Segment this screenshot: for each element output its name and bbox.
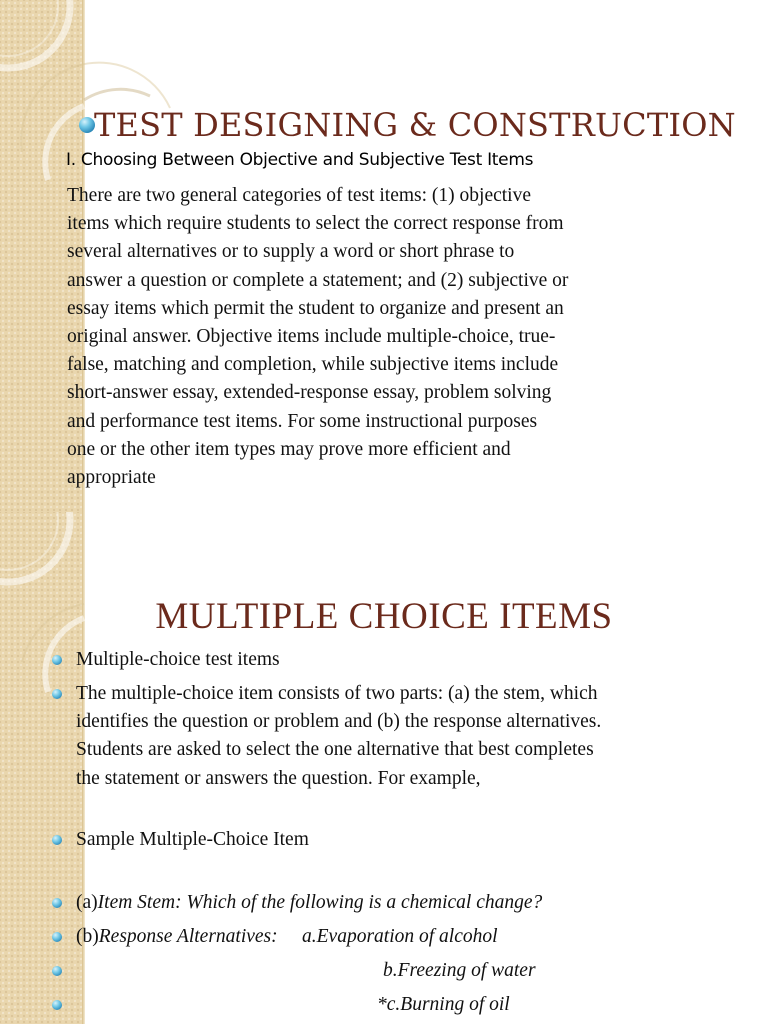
- list-item: [52, 680, 752, 793]
- item-label: (b): [76, 926, 99, 947]
- item-label: (a): [76, 892, 98, 913]
- title-bullet-icon: [79, 117, 95, 133]
- paragraph-line: items which require students to select the correct response from: [67, 213, 564, 235]
- slide-2: [0, 512, 768, 1024]
- paragraph-line: short-answer essay, extended-response essay, problem solving: [67, 382, 552, 404]
- body-paragraph: [67, 182, 757, 492]
- bullet-icon: [52, 655, 62, 665]
- response-alternative-b: b.Freezing of water: [383, 960, 536, 981]
- list-item: [52, 646, 752, 674]
- bullet-text: Sample Multiple-Choice Item: [76, 829, 309, 850]
- paragraph-line: There are two general categories of test items: (1) objective: [67, 185, 532, 206]
- paragraph-line: false, matching and completion, while subjective items include: [67, 354, 559, 376]
- response-alternative-a: Response Alternatives: a.Evaporation of alcohol: [98, 926, 498, 947]
- bullet-icon: [52, 689, 62, 699]
- bullet-icon: [52, 835, 62, 845]
- section-subheading: I. Choosing Between Objective and Subjective Test Items: [66, 150, 534, 170]
- list-item: [52, 957, 752, 985]
- bullet-text: Multiple-choice test items: [76, 649, 280, 670]
- paragraph-line: answer a question or complete a statement; and (2) subjective or: [67, 269, 569, 291]
- bullet-icon: [52, 1000, 62, 1010]
- paragraph-line: original answer. Objective items include multiple-choice, true-: [67, 326, 556, 348]
- response-alternative-c: *c.Burning of oil: [377, 994, 510, 1015]
- bullet-icon: [52, 898, 62, 908]
- paragraph-line: essay items which permit the student to organize and present an: [67, 297, 564, 319]
- list-item: [52, 923, 752, 951]
- paragraph-line: several alternatives or to supply a word or short phrase to: [67, 241, 515, 263]
- item-stem: Item Stem: Which of the following is a chemical change?: [97, 892, 543, 913]
- paragraph-line: appropriate: [67, 467, 156, 489]
- slide-title: MULTIPLE CHOICE ITEMS: [155, 596, 613, 637]
- bullet-text: identifies the question or problem and (b) the response alternatives.: [76, 711, 602, 733]
- paragraph-line: and performance test items. For some instructional purposes: [67, 410, 538, 432]
- paragraph-line: one or the other item types may prove more efficient and: [67, 438, 511, 460]
- list-item: [52, 826, 752, 854]
- slide-title: TEST DESIGNING & CONSTRUCTION: [94, 106, 736, 144]
- bullet-icon: [52, 966, 62, 976]
- list-item: [52, 889, 752, 917]
- bullet-text: The multiple-choice item consists of two parts: (a) the stem, which: [76, 683, 598, 704]
- bullet-text: Students are asked to select the one alternative that best completes: [76, 739, 594, 761]
- list-item: [52, 991, 752, 1019]
- bullet-text: the statement or answers the question. For example,: [76, 767, 481, 789]
- bullet-list: [0, 512, 768, 1024]
- bullet-icon: [52, 932, 62, 942]
